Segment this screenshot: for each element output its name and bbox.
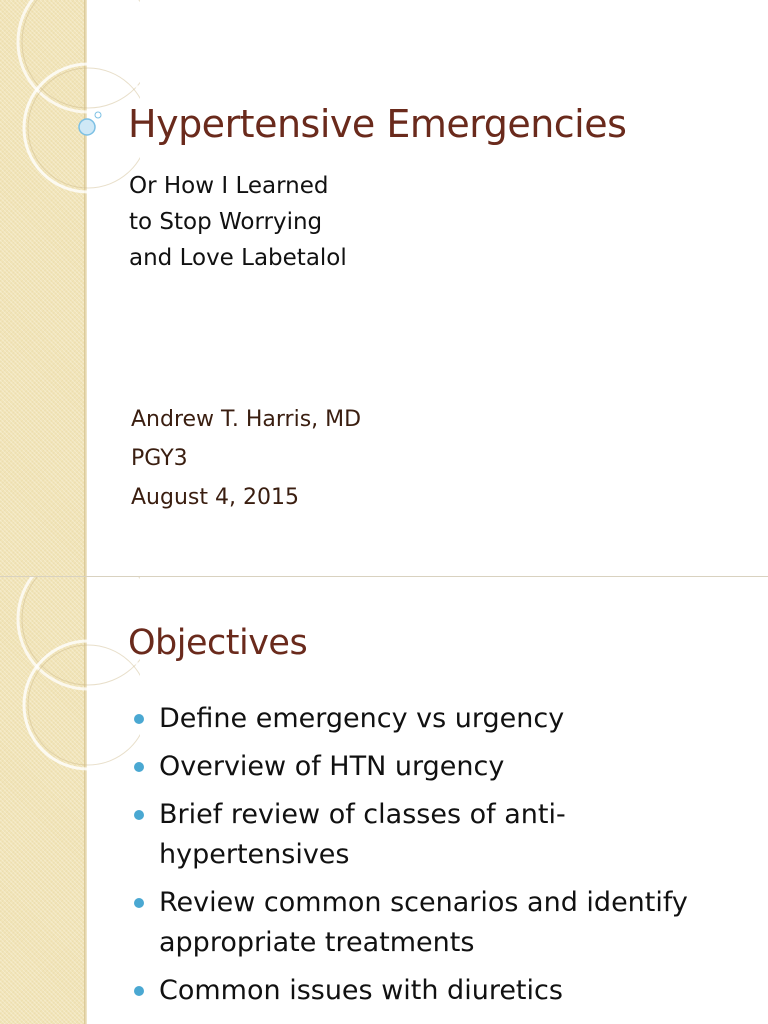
list-item-text: Overview of HTN urgency <box>159 751 505 782</box>
list-item <box>132 699 742 739</box>
list-item <box>132 795 742 875</box>
subtitle-line: Or How I Learned <box>129 173 329 199</box>
subtitle-line: and Love Labetalol <box>129 245 347 271</box>
list-item <box>132 747 742 787</box>
list-item <box>132 971 742 1011</box>
author-name: Andrew T. Harris, MD <box>131 407 362 432</box>
list-item-text: Brief review of classes of anti-hypertensives <box>159 799 566 870</box>
author-role: PGY3 <box>131 446 188 471</box>
presentation-date: August 4, 2015 <box>131 485 299 510</box>
list-item <box>132 883 742 963</box>
decorative-rings-icon <box>0 577 140 1024</box>
decorative-rings-icon <box>0 0 140 576</box>
bullet-icon <box>134 898 144 908</box>
bullet-icon <box>134 762 144 772</box>
bullet-icon <box>134 810 144 820</box>
slide-title-heading: Hypertensive Emergencies <box>128 102 627 146</box>
objectives-list <box>132 699 742 1019</box>
subtitle <box>129 168 347 276</box>
author-block <box>131 404 361 521</box>
list-item-text: Review common scenarios and identify appropriate treatments <box>159 887 688 958</box>
subtitle-line: to Stop Worrying <box>129 209 323 235</box>
bullet-icon <box>134 714 144 724</box>
list-item-text: Define emergency vs urgency <box>159 703 565 734</box>
objectives-heading: Objectives <box>128 623 308 663</box>
list-item-text: Common issues with diuretics <box>159 975 563 1006</box>
bullet-icon <box>134 986 144 996</box>
slide-objectives <box>0 577 768 1024</box>
